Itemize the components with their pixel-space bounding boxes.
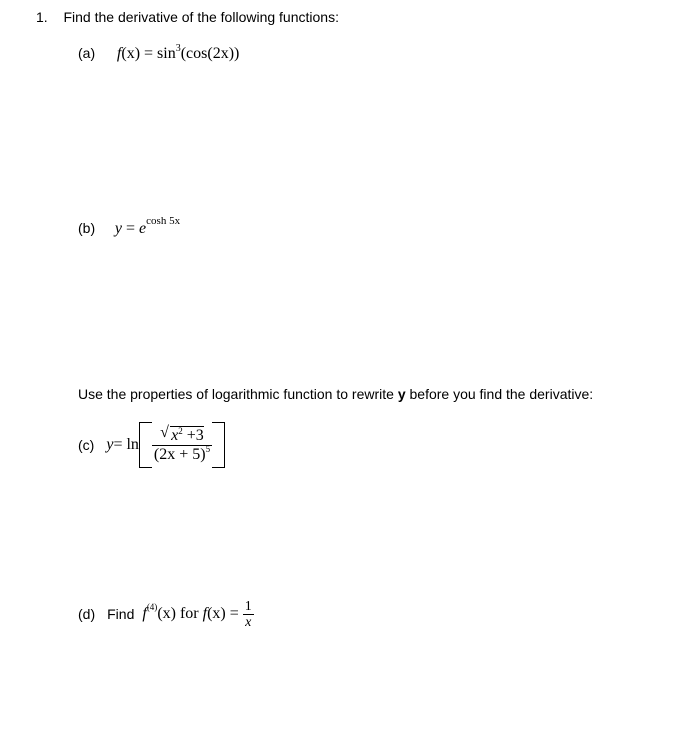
part-b-exponent: cosh 5x (146, 215, 181, 227)
part-d-x2: (x) = (207, 605, 243, 622)
part-c-y: y (106, 436, 114, 453)
part-b-expression (114, 215, 181, 237)
part-d-fraction (243, 599, 254, 630)
part-d-label: (d) (78, 606, 96, 622)
part-a-f: f (116, 45, 122, 62)
part-d-denominator: x (245, 614, 252, 630)
part-b-y: y (114, 220, 123, 237)
part-b-e: e (139, 220, 147, 237)
question-prompt: Find the derivative of the following functions: (63, 9, 339, 25)
part-a-sin: = sin (140, 45, 176, 62)
part-d-find: Find (107, 606, 135, 622)
part-d-numerator: 1 (244, 598, 252, 614)
instruction-text-post: before you find the derivative: (405, 386, 594, 402)
part-a-exponent: 3 (175, 43, 181, 54)
part-d (78, 596, 254, 632)
part-a-expression (117, 45, 239, 62)
part-d-for: for (175, 605, 203, 622)
part-d-f: f (142, 605, 147, 622)
radicand-x: x (171, 427, 179, 444)
radicand-rest: +3 (182, 427, 204, 444)
part-b (78, 215, 181, 238)
part-a-argument: (cos(2x)) (180, 45, 240, 62)
part-d-f2: f (202, 605, 208, 622)
part-a-x: (x) (121, 45, 141, 62)
part-c-fraction (152, 426, 212, 464)
question-heading (36, 9, 339, 25)
radicand-power: 2 (178, 426, 183, 436)
log-instruction (78, 386, 593, 402)
part-a-label: (a) (78, 45, 96, 61)
denominator-power: 5 (205, 444, 211, 454)
left-bracket (139, 422, 152, 468)
part-c-numerator (152, 426, 212, 446)
sqrt-symbol (160, 426, 204, 445)
part-a (78, 45, 239, 63)
part-c-denominator (152, 446, 212, 464)
instruction-text-pre: Use the properties of logarithmic function to rewrite (78, 386, 398, 402)
question-number: 1. (36, 9, 48, 25)
part-d-fourth-derivative: (4) (146, 602, 158, 612)
instruction-bold-y: y (397, 386, 406, 402)
part-b-label: (b) (78, 220, 96, 236)
part-d-expression (142, 599, 253, 630)
part-b-equals: = (122, 220, 140, 237)
part-c-expression (106, 422, 225, 468)
denominator-base: (2x + 5) (153, 446, 206, 463)
part-c-ln: = ln (113, 436, 139, 453)
part-c-label: (c) (78, 437, 95, 453)
part-d-x: (x) (157, 605, 176, 622)
part-c (78, 420, 225, 470)
right-bracket (212, 422, 225, 468)
